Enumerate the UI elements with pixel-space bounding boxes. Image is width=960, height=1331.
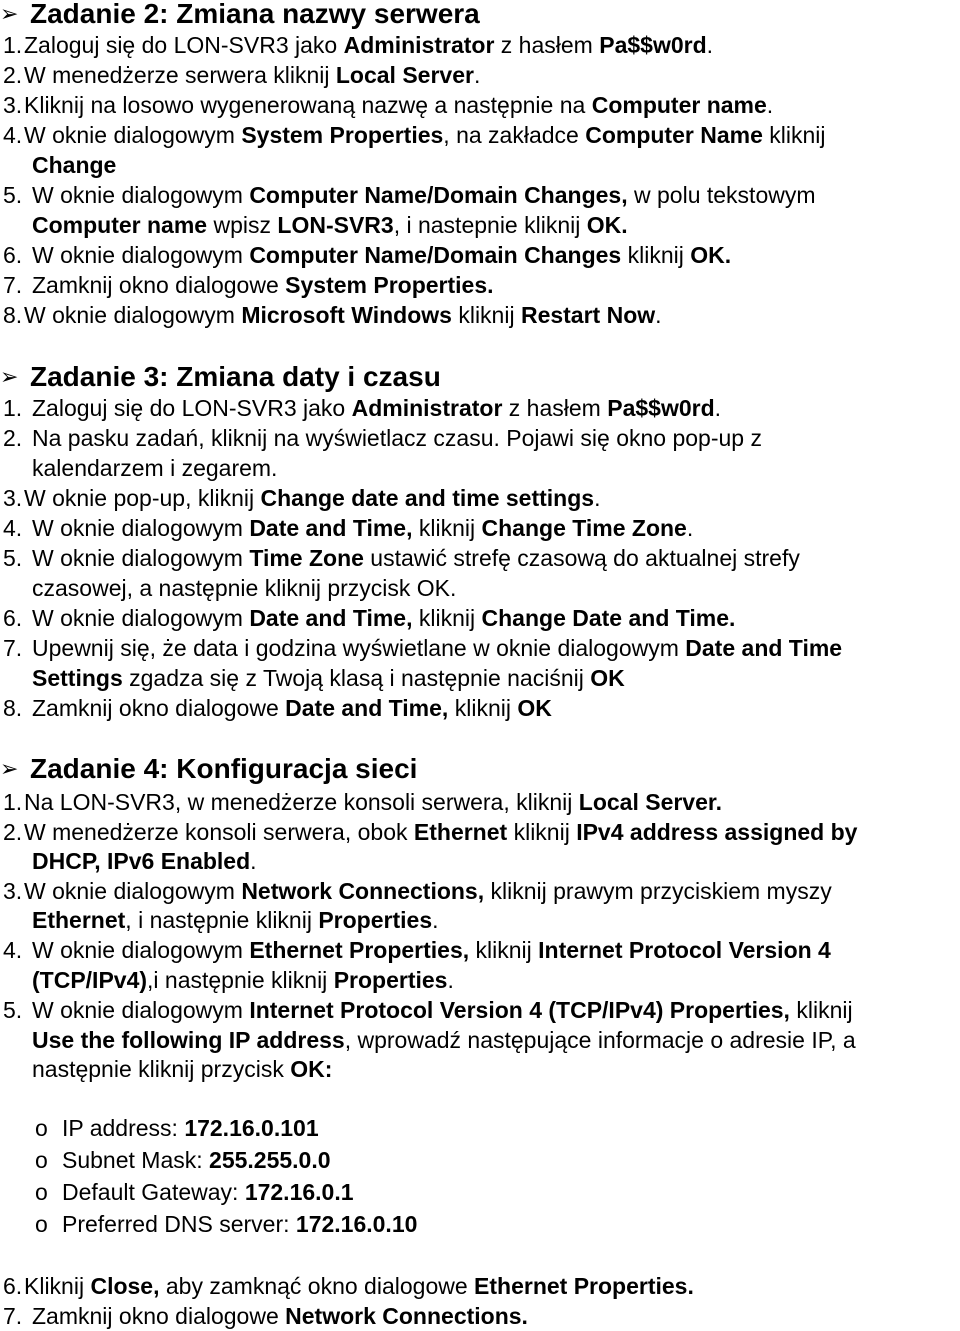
- bold-text: Computer Name: [585, 122, 763, 148]
- bold-text: OK: [590, 665, 625, 691]
- item-number: 6.: [3, 242, 23, 268]
- text-run: W menedżerze serwera kliknij: [24, 62, 336, 88]
- text-run: Preferred DNS server:: [62, 1211, 296, 1237]
- bullet-text: [62, 1177, 354, 1207]
- bold-text: IPv4 address assigned by: [576, 819, 858, 845]
- text-run: W oknie dialogowym: [24, 302, 242, 328]
- heading-text: Zadanie 3: Zmiana daty i czasu: [30, 361, 441, 392]
- bold-text: Time Zone: [249, 545, 364, 571]
- circle-bullet-icon: o: [35, 1211, 48, 1237]
- heading-text: Zadanie 2: Zmiana nazwy serwera: [30, 0, 480, 29]
- bold-text: Properties: [318, 907, 433, 933]
- text-run: czasowej, a następnie kliknij przycisk OK.: [32, 575, 457, 601]
- item-text: [24, 876, 832, 906]
- text-run: W oknie dialogowym: [32, 545, 250, 571]
- bold-text: Ethernet: [32, 907, 126, 933]
- text-run: W oknie dialogowym: [32, 242, 250, 268]
- text-run: aby zamknąć okno dialogowe: [159, 1273, 475, 1299]
- text-run: kliknij: [789, 997, 853, 1023]
- item-text: [24, 300, 662, 330]
- item-text: [32, 150, 116, 180]
- item-number: 4.: [3, 122, 23, 148]
- item-text: [32, 513, 693, 543]
- bold-text: Network Connections,: [241, 878, 485, 904]
- item-number: 3.: [3, 92, 23, 118]
- text-run: ,i następnie kliknij: [147, 967, 334, 993]
- text-run: W oknie dialogowym: [32, 937, 250, 963]
- item-text: [32, 270, 494, 300]
- text-run: IP address:: [62, 1115, 185, 1141]
- item-number: 5.: [3, 997, 23, 1023]
- bold-text: (TCP/IPv4): [32, 967, 148, 993]
- text-run: W oknie dialogowym: [32, 605, 250, 631]
- item-text: [32, 633, 842, 663]
- text-run: Zaloguj się do LON-SVR3 jako: [24, 32, 344, 58]
- bold-text: Date and Time,: [285, 695, 449, 721]
- text-run: .: [432, 907, 439, 933]
- text-run: kliknij: [412, 605, 482, 631]
- item-text: [24, 90, 773, 120]
- item-text: [32, 1301, 528, 1331]
- circle-bullet-icon: o: [35, 1179, 48, 1205]
- bullet-text: [62, 1209, 417, 1239]
- text-run: Upewnij się, że data i godzina wyświetlane w oknie dialogowym: [32, 635, 686, 661]
- item-number: 6.: [3, 1273, 23, 1299]
- text-run: kliknij: [448, 695, 518, 721]
- bold-text: OK.: [690, 242, 732, 268]
- bold-text: Date and Time,: [249, 515, 413, 541]
- bold-text: 172.16.0.101: [184, 1115, 319, 1141]
- text-run: .: [766, 92, 774, 118]
- text-run: .: [706, 32, 714, 58]
- circle-bullet-icon: o: [35, 1147, 48, 1173]
- text-run: , wprowadź następujące informacje o adresie IP, a: [344, 1027, 856, 1053]
- text-run: ustawić strefę czasową do aktualnej strefy: [363, 545, 800, 571]
- item-number: 3.: [3, 878, 23, 904]
- text-run: Na LON-SVR3, w menedżerze konsoli serwera, kliknij: [24, 789, 579, 815]
- text-run: , i następnie kliknij: [125, 907, 319, 933]
- text-run: .: [686, 515, 694, 541]
- bold-text: Computer name: [32, 212, 208, 238]
- text-run: .: [594, 485, 601, 511]
- text-run: kliknij: [412, 515, 482, 541]
- bold-text: Date and Time,: [249, 605, 413, 631]
- arrow-bullet-icon: ➢: [0, 756, 19, 781]
- text-run: zgadza się z Twoją klasą i następnie naciśnij: [122, 665, 591, 691]
- item-text: [32, 240, 731, 270]
- item-text: [24, 60, 480, 90]
- item-text: [32, 180, 816, 210]
- item-text: [24, 817, 857, 847]
- bold-text: Settings: [32, 665, 123, 691]
- arrow-bullet-icon: ➢: [0, 364, 19, 389]
- item-number: 1.: [3, 789, 23, 815]
- bold-text: Ethernet Properties,: [249, 937, 470, 963]
- text-run: W oknie dialogowym: [32, 182, 250, 208]
- item-text: [32, 995, 853, 1025]
- text-run: Default Gateway:: [62, 1179, 245, 1205]
- bold-text: Date and Time: [685, 635, 843, 661]
- bold-text: Local Server.: [578, 789, 722, 815]
- item-number: 2.: [3, 425, 23, 451]
- bold-text: Change Date and Time.: [481, 605, 736, 631]
- bold-text: OK.: [586, 212, 628, 238]
- item-text: [32, 210, 628, 240]
- text-run: kliknij: [621, 242, 691, 268]
- item-text: [32, 693, 552, 723]
- text-run: W oknie pop-up, kliknij: [24, 485, 261, 511]
- bold-text: Computer Name/Domain Changes: [249, 242, 622, 268]
- text-run: .: [473, 62, 481, 88]
- item-number: 5.: [3, 182, 23, 208]
- text-run: w polu tekstowym: [627, 182, 816, 208]
- bullet-text: [62, 1113, 319, 1143]
- bold-text: 172.16.0.10: [295, 1211, 418, 1237]
- item-text: [32, 663, 625, 693]
- bullet-text: [62, 1145, 331, 1175]
- item-text: [24, 787, 722, 817]
- text-run: .: [655, 302, 662, 328]
- text-run: .: [250, 848, 257, 874]
- item-number: 4.: [3, 937, 23, 963]
- text-run: Zaloguj się do LON-SVR3 jako: [32, 395, 352, 421]
- item-text: [24, 120, 826, 150]
- text-run: W oknie dialogowym: [32, 997, 250, 1023]
- item-text: [32, 423, 762, 453]
- bold-text: Local Server: [335, 62, 474, 88]
- bold-text: DHCP, IPv6 Enabled: [32, 848, 251, 874]
- text-run: kliknij: [451, 302, 521, 328]
- item-number: 8.: [3, 695, 23, 721]
- bold-text: System Properties: [241, 122, 444, 148]
- bold-text: Pa$$w0rd: [607, 395, 715, 421]
- text-run: Zamknij okno dialogowe: [32, 1303, 286, 1329]
- bold-text: Network Connections.: [285, 1303, 528, 1329]
- text-run: następnie kliknij przycisk: [32, 1056, 291, 1082]
- item-text: [32, 573, 456, 603]
- text-run: Zamknij okno dialogowe: [32, 695, 286, 721]
- item-text: [32, 543, 800, 573]
- heading-text: Zadanie 4: Konfiguracja sieci: [30, 753, 418, 784]
- item-number: 1.: [3, 395, 23, 421]
- bold-text: Restart Now: [520, 302, 656, 328]
- bold-text: Computer Name/Domain Changes,: [249, 182, 628, 208]
- text-run: kalendarzem i zegarem.: [32, 455, 278, 481]
- item-number: 7.: [3, 1303, 23, 1329]
- bold-text: Microsoft Windows: [241, 302, 452, 328]
- text-run: kliknij: [762, 122, 826, 148]
- bold-text: 255.255.0.0: [209, 1147, 331, 1173]
- text-run: kliknij prawym przyciskiem myszy: [484, 878, 832, 904]
- text-run: W oknie dialogowym: [24, 122, 242, 148]
- item-text: [32, 1025, 856, 1055]
- bold-text: Administrator: [343, 32, 495, 58]
- bold-text: System Properties.: [285, 272, 494, 298]
- item-text: [24, 30, 713, 60]
- text-run: z hasłem: [502, 395, 608, 421]
- item-number: 1.: [3, 32, 23, 58]
- item-number: 4.: [3, 515, 23, 541]
- item-text: [32, 453, 277, 483]
- item-number: 2.: [3, 819, 23, 845]
- text-run: .: [447, 967, 454, 993]
- bold-text: Properties: [333, 967, 448, 993]
- text-run: Zamknij okno dialogowe: [32, 272, 286, 298]
- bold-text: Change Time Zone: [481, 515, 687, 541]
- bold-text: Internet Protocol Version 4 (TCP/IPv4) Properties,: [249, 997, 790, 1023]
- bold-text: Change: [32, 152, 117, 178]
- bold-text: 172.16.0.1: [244, 1179, 354, 1205]
- text-run: W oknie dialogowym: [24, 878, 242, 904]
- bold-text: Administrator: [351, 395, 503, 421]
- circle-bullet-icon: o: [35, 1115, 48, 1141]
- text-run: W menedżerze konsoli serwera, obok: [24, 819, 414, 845]
- item-text: [32, 846, 257, 876]
- text-run: Kliknij: [24, 1273, 91, 1299]
- text-run: , na zakładce: [443, 122, 586, 148]
- text-run: kliknij: [469, 937, 539, 963]
- item-text: [32, 935, 831, 965]
- item-text: [32, 603, 735, 633]
- text-run: W oknie dialogowym: [32, 515, 250, 541]
- item-number: 7.: [3, 635, 23, 661]
- bold-text: Ethernet Properties.: [474, 1273, 694, 1299]
- item-number: 8.: [3, 302, 23, 328]
- bold-text: Close,: [90, 1273, 160, 1299]
- text-run: Kliknij na losowo wygenerowaną nazwę a następnie na: [24, 92, 592, 118]
- item-number: 6.: [3, 605, 23, 631]
- bold-text: LON-SVR3: [277, 212, 394, 238]
- item-text: [32, 905, 439, 935]
- bold-text: Internet Protocol Version 4: [538, 937, 831, 963]
- item-number: 7.: [3, 272, 23, 298]
- bold-text: OK: [517, 695, 552, 721]
- bold-text: OK:: [290, 1056, 333, 1082]
- item-number: 3.: [3, 485, 23, 511]
- text-run: kliknij: [507, 819, 577, 845]
- text-run: wpisz: [207, 212, 278, 238]
- text-run: , i nastepnie kliknij: [393, 212, 587, 238]
- item-text: [32, 1054, 332, 1084]
- item-text: [24, 1271, 694, 1301]
- bold-text: Change date and time settings: [260, 485, 595, 511]
- text-run: z hasłem: [494, 32, 600, 58]
- bold-text: Use the following IP address: [32, 1027, 345, 1053]
- item-text: [32, 965, 454, 995]
- text-run: Subnet Mask:: [62, 1147, 210, 1173]
- arrow-bullet-icon: ➢: [0, 1, 19, 26]
- bold-text: Ethernet: [413, 819, 508, 845]
- text-run: Na pasku zadań, kliknij na wyświetlacz czasu. Pojawi się okno pop-up z: [32, 425, 762, 451]
- item-text: [32, 393, 721, 423]
- item-number: 5.: [3, 545, 23, 571]
- bold-text: Computer name: [591, 92, 767, 118]
- text-run: .: [714, 395, 722, 421]
- item-number: 2.: [3, 62, 23, 88]
- bold-text: Pa$$w0rd: [599, 32, 707, 58]
- item-text: [24, 483, 600, 513]
